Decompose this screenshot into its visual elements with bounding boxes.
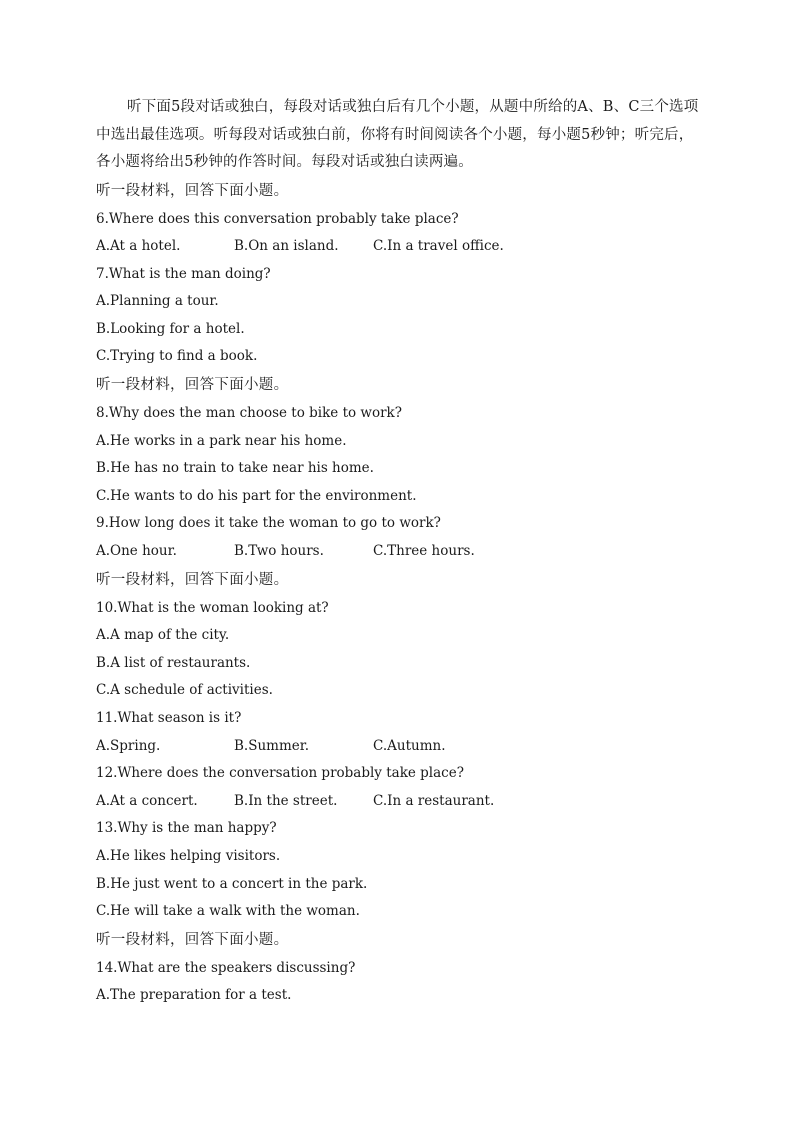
section-label: 听一段材料，回答下面小题。 <box>96 377 289 394</box>
option-a: A.He likes helping visitors. <box>96 847 281 864</box>
option-c: C.A schedule of activities. <box>96 682 273 699</box>
question-12: 12.Where does the conversation probably take place? <box>96 765 464 782</box>
option-a: A.A map of the city. <box>96 627 230 644</box>
option-b: B.A list of restaurants. <box>96 654 251 671</box>
question-6-options <box>96 233 700 261</box>
option-b: B.He has no train to take near his home. <box>96 460 374 477</box>
option-b: B.Looking for a hotel. <box>96 320 245 337</box>
option-b: B.In the street. <box>234 792 338 809</box>
option-c: C.Autumn. <box>373 737 446 754</box>
option-a: A.One hour. <box>96 543 177 560</box>
question-9: 9.How long does it take the woman to go to work? <box>96 515 441 532</box>
section-label: 听一段材料，回答下面小题。 <box>96 571 289 588</box>
section-label: 听一段材料，回答下面小题。 <box>96 182 289 199</box>
option-c: C.In a travel office. <box>373 238 504 255</box>
exam-page <box>96 94 700 1010</box>
question-11: 11.What season is it? <box>96 710 242 726</box>
option-a: A.The preparation for a test. <box>96 987 292 1004</box>
option-a: A.Spring. <box>96 737 161 754</box>
option-b: B.He just went to a concert in the park. <box>96 875 368 892</box>
question-7: 7.What is the man doing? <box>96 265 271 282</box>
option-a: A.Planning a tour. <box>96 293 219 310</box>
option-c: C.In a restaurant. <box>373 792 495 809</box>
option-c: C.Three hours. <box>373 543 475 560</box>
option-a: A.At a concert. <box>96 792 198 809</box>
question-10: 10.What is the woman looking at? <box>96 599 329 616</box>
option-a: A.At a hotel. <box>96 238 181 255</box>
option-b: B.On an island. <box>234 238 339 255</box>
option-b: B.Two hours. <box>234 543 324 560</box>
question-12-options <box>96 788 700 816</box>
section-label: 听一段材料，回答下面小题。 <box>96 931 289 948</box>
option-c: C.He wants to do his part for the environment. <box>96 487 417 504</box>
question-13: 13.Why is the man happy? <box>96 820 277 837</box>
question-9-options <box>96 538 700 566</box>
option-b: B.Summer. <box>234 737 310 754</box>
listening-instructions: 听下面5段对话或独白，每段对话或独白后有几个小题，从题中所给的A、B、C三个选项中选出最佳选项。听每段对话或独白前，你将有时间阅读各个小题，每小题5秒钟；听完后，各小题将给出5秒钟的作答时间。每段对话或独白读两遍。 <box>96 99 699 170</box>
option-a: A.He works in a park near his home. <box>96 432 347 449</box>
question-6: 6.Where does this conversation probably take place? <box>96 210 459 227</box>
question-14: 14.What are the speakers discussing? <box>96 959 356 976</box>
option-c: C.He will take a walk with the woman. <box>96 903 360 920</box>
option-c: C.Trying to find a book. <box>96 348 258 365</box>
question-11-options <box>96 733 700 761</box>
question-8: 8.Why does the man choose to bike to work? <box>96 405 402 422</box>
